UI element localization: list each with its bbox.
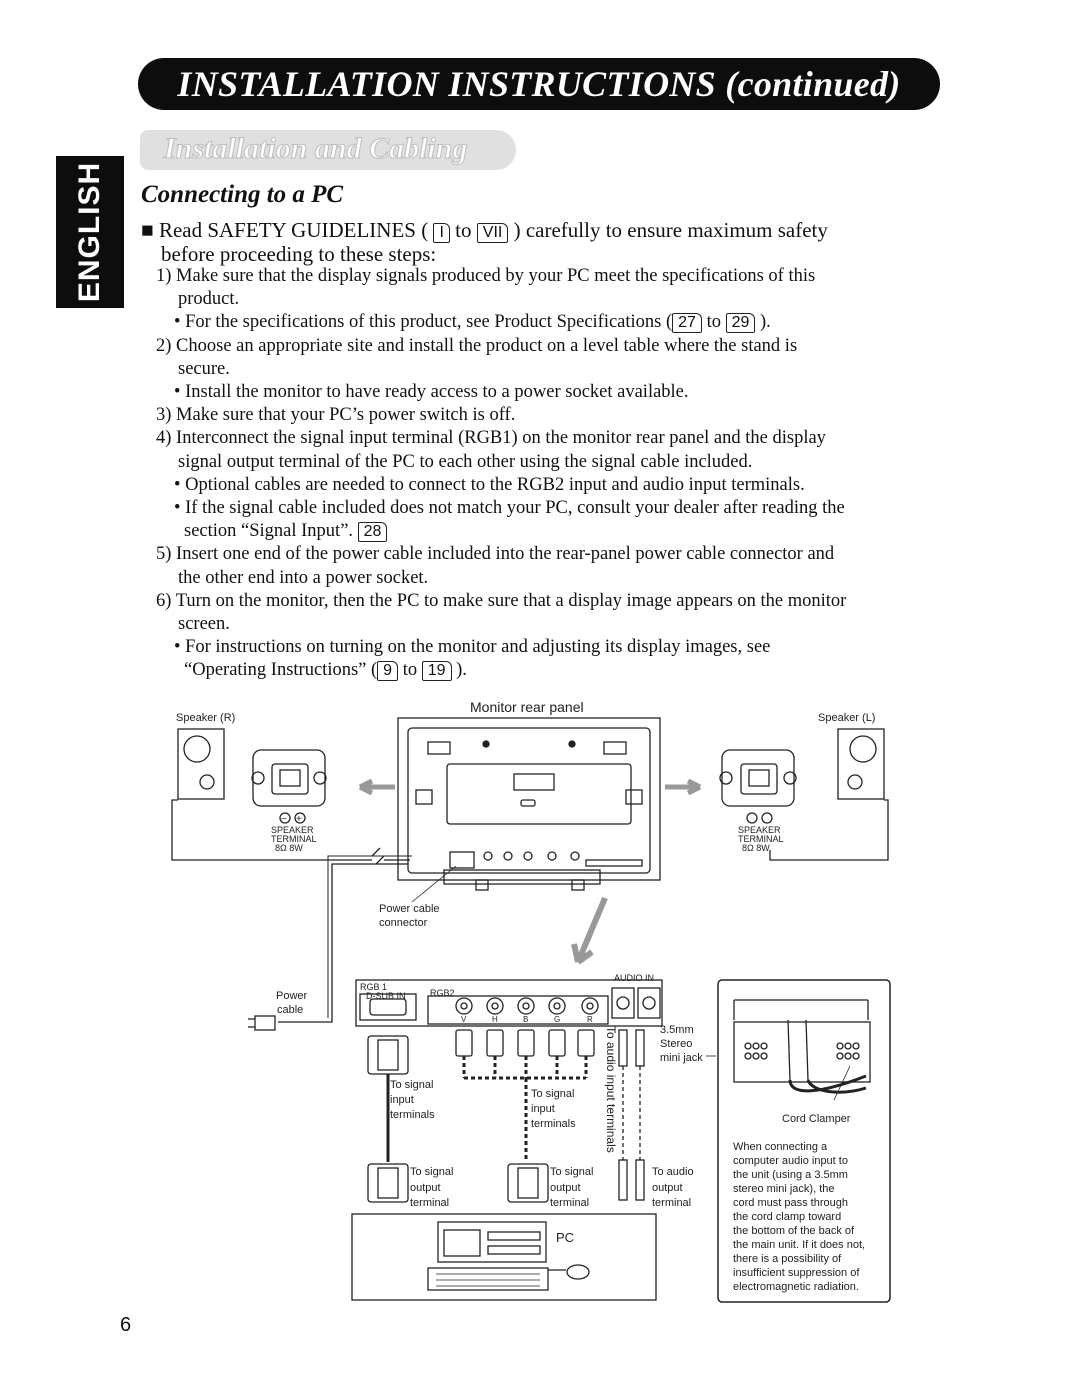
- arrow-left-icon: [360, 781, 395, 793]
- bnc-r-label: R: [587, 1015, 593, 1024]
- cord-clamp-note-line: electromagnetic radiation.: [733, 1281, 859, 1293]
- page-number: 6: [120, 1314, 132, 1336]
- bullet-text: ).: [456, 660, 467, 681]
- speaker-terminal-label: 8Ω 8W: [742, 843, 770, 853]
- speaker-terminal-label: TERMINAL: [271, 834, 317, 844]
- page-ref: 27: [672, 313, 702, 333]
- arrow-right-icon: [665, 781, 700, 793]
- audio-in-label: AUDIO IN: [614, 973, 655, 983]
- cord-clamp-note-line: insufficient suppression of: [733, 1267, 860, 1279]
- power-cable-label: Power: [276, 990, 308, 1002]
- speaker-terminal-plus: +: [296, 814, 302, 825]
- step-text: product.: [178, 289, 240, 310]
- signal-output-label: output: [410, 1182, 441, 1194]
- power-plug-icon: [255, 1016, 275, 1030]
- power-cable-label: cable: [277, 1004, 304, 1016]
- bullet-to: to: [706, 312, 721, 333]
- audio-cable: [619, 1030, 644, 1200]
- bnc-h-label: H: [492, 1015, 498, 1024]
- monitor-rear-panel: [398, 718, 660, 890]
- speaker-l-icon: [838, 729, 884, 799]
- bnc-v-label: V: [461, 1015, 467, 1024]
- speaker-r-label: Speaker (R): [176, 712, 236, 724]
- power-plug-prongs: [248, 1019, 255, 1027]
- signal-input-label: terminals: [390, 1109, 435, 1121]
- bullet-text: • For instructions on turning on the monitor and adjusting its display images, see: [174, 637, 771, 658]
- intro-to: to: [455, 218, 472, 242]
- pc-label: PC: [556, 1230, 575, 1245]
- page-ref: 9: [377, 661, 398, 681]
- monitor-rear-panel-label: Monitor rear panel: [470, 699, 584, 715]
- rgb2-label: RGB2: [430, 988, 455, 998]
- step-4-bullet-a: • Optional cables are needed to connect to the RGB2 input and audio input terminals.: [174, 474, 805, 495]
- speaker-r-icon: [178, 729, 224, 799]
- speaker-terminal-label: TERMINAL: [738, 834, 784, 844]
- cord-clamp-note-line: When connecting a: [733, 1141, 828, 1153]
- page-ref: 28: [358, 522, 388, 542]
- speaker-terminal-label: SPEAKER: [271, 825, 314, 835]
- cord-clamp-note-line: the cord clamp toward: [733, 1211, 842, 1223]
- section-title: Connecting to a PC: [141, 181, 344, 208]
- signal-input-2-label: input: [531, 1103, 555, 1115]
- speaker-terminal-label: 8Ω 8W: [275, 843, 303, 853]
- page-ref: 19: [422, 661, 452, 681]
- bullet-text: • If the signal cable included does not match your PC, consult your dealer after reading the: [174, 498, 845, 519]
- mini-jack-label: 3.5mm: [660, 1024, 694, 1036]
- step-text: 4) Interconnect the signal input terminal (RGB1) on the monitor rear panel and the display: [156, 428, 826, 449]
- step-text: 1) Make sure that the display signals produced by your PC meet the specifications of this: [156, 266, 816, 286]
- step-text: signal output terminal of the PC to each other using the signal cable included.: [178, 451, 753, 472]
- signal-output-2-label: output: [550, 1182, 581, 1194]
- audio-output-label: To audio: [652, 1166, 694, 1178]
- audio-output-label: terminal: [652, 1197, 692, 1209]
- page-ref: 29: [726, 313, 756, 333]
- mini-jack-label: mini jack: [660, 1052, 703, 1064]
- square-bullet: ■: [141, 218, 154, 242]
- dsub-label: D-SUB IN: [366, 991, 406, 1001]
- bnc-g-label: G: [554, 1015, 561, 1024]
- bullet-text: section “Signal Input”.: [184, 521, 354, 542]
- speaker-l-label: Speaker (L): [818, 712, 876, 724]
- bnc-b-label: B: [523, 1015, 529, 1024]
- cord-clamp-note-line: stereo mini jack), the: [733, 1183, 835, 1195]
- cord-clamp-note: [733, 1141, 865, 1293]
- signal-output-2-label: To signal: [550, 1166, 594, 1178]
- speaker-terminal-label: SPEAKER: [738, 825, 781, 835]
- step-text: secure.: [178, 358, 230, 379]
- signal-input-label: To signal: [390, 1079, 434, 1091]
- step-3: 3) Make sure that your PC’s power switch is off.: [156, 405, 516, 426]
- page-ref: I: [433, 223, 449, 243]
- input-terminal-panel: [356, 980, 662, 1026]
- cord-clamp-note-line: the unit (using a 3.5mm: [733, 1169, 848, 1181]
- bullet-to: to: [402, 660, 418, 681]
- page-title: INSTALLATION INSTRUCTIONS (continued): [177, 64, 901, 104]
- audio-output-label: output: [652, 1182, 683, 1194]
- signal-output-label: To signal: [410, 1166, 454, 1178]
- cord-clamp-note-line: the main unit. If it does not,: [733, 1239, 866, 1251]
- step-text: 5) Insert one end of the power cable included into the rear-panel power cable connector and: [156, 544, 835, 565]
- signal-input-2-label: terminals: [531, 1118, 576, 1130]
- step-text: the other end into a power socket.: [178, 567, 429, 588]
- bullet-text: ).: [760, 312, 771, 333]
- intro-text: Read SAFETY GUIDELINES (: [158, 218, 429, 242]
- signal-output-2-label: terminal: [550, 1197, 590, 1209]
- bullet-text: “Operating Instructions” (: [184, 660, 378, 681]
- intro-text: ) carefully to ensure maximum safety: [513, 218, 828, 242]
- step-2-bullet: • Install the monitor to have ready access to a power socket available.: [174, 382, 689, 403]
- arrow-down-icon: [574, 898, 605, 962]
- speaker-l-terminal: [720, 750, 796, 823]
- step-text: 2) Choose an appropriate site and install the product on a level table where the stand is: [156, 335, 798, 356]
- rgb1-label: RGB 1: [360, 982, 388, 992]
- cord-clamp-note-line: there is a possibility of: [733, 1253, 842, 1265]
- cord-clamp-note-line: the bottom of the back of: [733, 1225, 855, 1237]
- audio-input-vertical-label: To audio input terminals: [604, 1026, 618, 1153]
- pc-box: [352, 1214, 656, 1300]
- mini-jack-label: Stereo: [660, 1038, 693, 1050]
- cord-clamp-note-line: cord must pass through: [733, 1197, 848, 1209]
- signal-output-label: terminal: [410, 1197, 450, 1209]
- cord-clamper-label: Cord Clamper: [782, 1113, 851, 1125]
- power-connector-label: connector: [379, 917, 428, 929]
- bullet-text: • For the specifications of this product, see Product Specifications (: [174, 312, 673, 333]
- signal-input-label: input: [390, 1094, 414, 1106]
- page-ref: VII: [477, 223, 509, 243]
- section-banner-text: Installation and Cabling: [164, 132, 468, 165]
- signal-input-2-label: To signal: [531, 1088, 575, 1100]
- speaker-l-wire: [770, 800, 888, 860]
- language-tab-label: ENGLISH: [73, 161, 106, 303]
- intro-text-line2: before proceeding to these steps:: [161, 242, 437, 266]
- power-connector-label: Power cable: [379, 903, 440, 915]
- speaker-terminal-minus: −: [281, 814, 287, 825]
- step-text: screen.: [178, 614, 230, 635]
- cord-clamp-note-line: computer audio input to: [733, 1155, 848, 1167]
- speaker-r-terminal: [252, 750, 326, 823]
- step-text: 6) Turn on the monitor, then the PC to make sure that a display image appears on the monitor: [156, 590, 847, 611]
